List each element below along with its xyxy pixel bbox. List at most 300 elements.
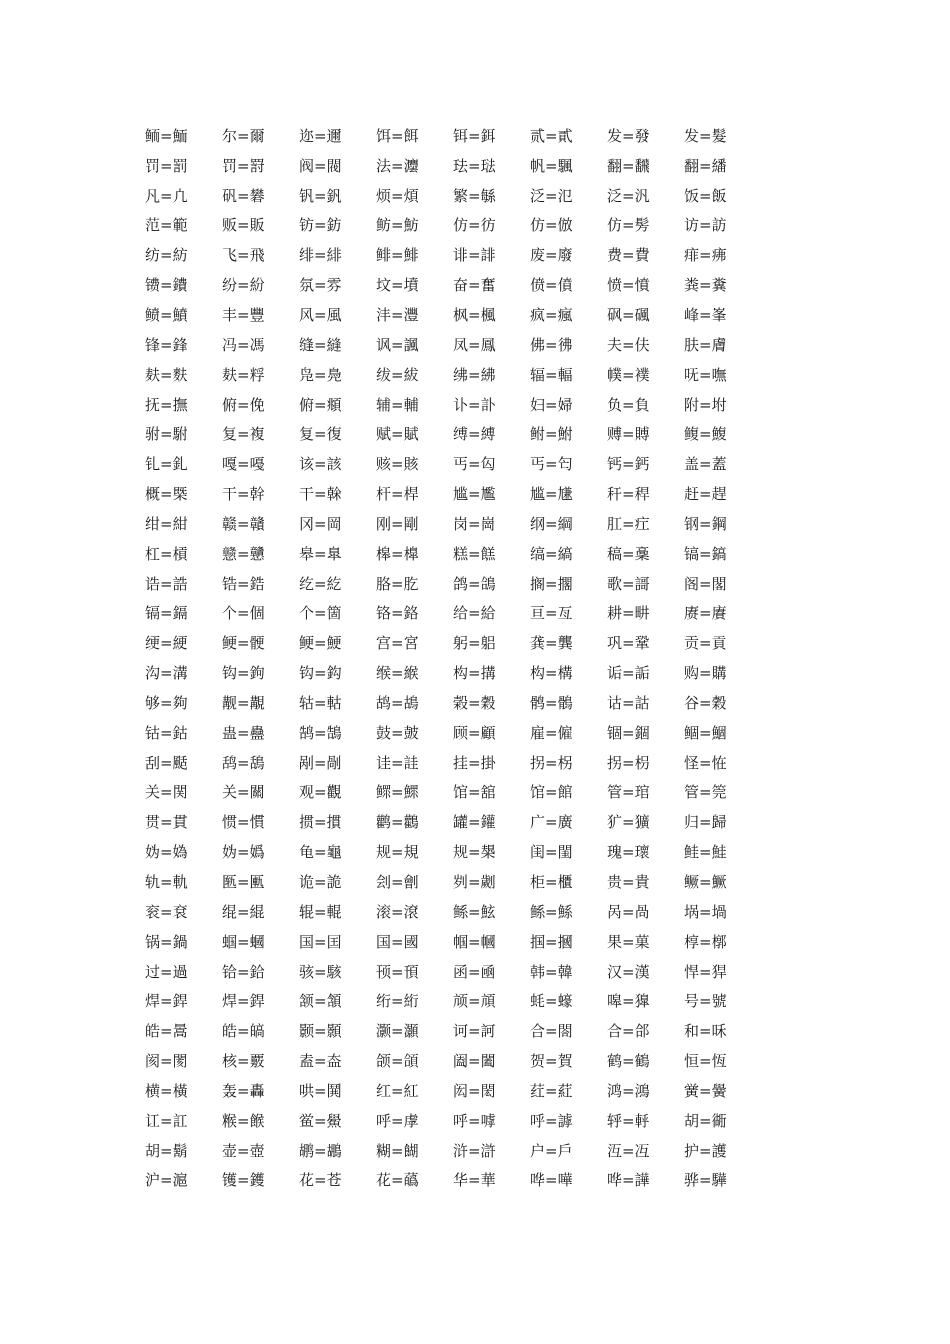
character-pair: 柜=櫃 bbox=[530, 873, 573, 892]
character-pair: 巩=鞏 bbox=[607, 634, 650, 653]
character-pair: 负=負 bbox=[607, 395, 650, 414]
character-pair: 榖=穀 bbox=[453, 693, 496, 712]
character-pair: 糕=餻 bbox=[453, 544, 496, 563]
character-pair: 夫=伕 bbox=[607, 335, 650, 354]
table-row bbox=[145, 390, 785, 420]
character-pair: 过=過 bbox=[145, 962, 188, 981]
character-pair: 龚=龔 bbox=[530, 634, 573, 653]
character-pair: 镐=鎬 bbox=[684, 544, 727, 563]
character-pair: 胡=鬍 bbox=[145, 1141, 188, 1160]
character-pair: 锢=錮 bbox=[607, 723, 650, 742]
character-pair: 绲=緄 bbox=[222, 902, 265, 921]
table-row bbox=[145, 449, 785, 479]
character-pair: 果=菓 bbox=[607, 932, 650, 951]
table-row bbox=[145, 927, 785, 957]
character-pair: 绋=紼 bbox=[453, 365, 496, 384]
character-pair: 贰=貳 bbox=[530, 126, 573, 145]
character-pair: 辊=輥 bbox=[299, 902, 342, 921]
character-pair: 麸=麩 bbox=[145, 365, 188, 384]
table-row bbox=[145, 867, 785, 897]
character-pair: 个=箇 bbox=[299, 604, 342, 623]
character-pair: 锋=鋒 bbox=[145, 335, 188, 354]
table-row bbox=[145, 778, 785, 808]
character-pair: 纲=綱 bbox=[530, 514, 573, 533]
character-pair: 饭=飯 bbox=[684, 186, 727, 205]
character-pair: 顾=顧 bbox=[453, 723, 496, 742]
character-pair: 泛=汎 bbox=[607, 186, 650, 205]
character-pair: 坟=墳 bbox=[376, 276, 419, 295]
character-pair: 妇=婦 bbox=[530, 395, 573, 414]
character-pair: 埚=堝 bbox=[684, 902, 727, 921]
character-pair: 沪=滬 bbox=[145, 1171, 188, 1190]
character-pair: 罚=罰 bbox=[145, 156, 188, 175]
character-pair: 鲠=鯁 bbox=[299, 634, 342, 653]
table-row bbox=[145, 957, 785, 987]
table-row bbox=[145, 1136, 785, 1166]
character-pair: 钩=鈎 bbox=[299, 664, 342, 683]
character-pair: 讽=諷 bbox=[376, 335, 419, 354]
character-pair: 恒=恆 bbox=[684, 1052, 727, 1071]
character-pair: 鲧=鯀 bbox=[530, 902, 573, 921]
character-table bbox=[145, 121, 785, 1195]
character-pair: 诰=誥 bbox=[145, 574, 188, 593]
character-pair: 抚=撫 bbox=[145, 395, 188, 414]
character-pair: 鳏=鰥 bbox=[376, 783, 419, 802]
character-pair: 纷=紛 bbox=[222, 276, 265, 295]
character-pair: 肛=疘 bbox=[607, 514, 650, 533]
character-pair: 函=凾 bbox=[453, 962, 496, 981]
character-pair: 规=槼 bbox=[453, 843, 496, 862]
character-pair: 痱=疿 bbox=[684, 246, 727, 265]
character-pair: 诂=詁 bbox=[607, 693, 650, 712]
character-pair: 附=坿 bbox=[684, 395, 727, 414]
character-pair: 铒=鉺 bbox=[453, 126, 496, 145]
character-pair: 够=夠 bbox=[145, 693, 188, 712]
character-pair: 鲋=鮒 bbox=[530, 425, 573, 444]
character-pair: 复=複 bbox=[222, 425, 265, 444]
character-pair: 怪=恠 bbox=[684, 753, 727, 772]
character-pair: 赙=賻 bbox=[607, 425, 650, 444]
character-pair: 匦=匭 bbox=[222, 873, 265, 892]
character-pair: 凫=鳧 bbox=[299, 365, 342, 384]
character-pair: 横=橫 bbox=[145, 1081, 188, 1100]
character-pair: 鲼=鱝 bbox=[145, 305, 188, 324]
character-pair: 缑=緱 bbox=[376, 664, 419, 683]
character-pair: 个=個 bbox=[222, 604, 265, 623]
character-pair: 嘎=嘠 bbox=[222, 455, 265, 474]
table-row bbox=[145, 658, 785, 688]
character-pair: 哗=嘩 bbox=[530, 1171, 573, 1190]
character-pair: 胡=衚 bbox=[684, 1111, 727, 1130]
character-pair: 轰=轟 bbox=[222, 1081, 265, 1100]
table-row bbox=[145, 419, 785, 449]
character-pair: 阁=閣 bbox=[684, 574, 727, 593]
character-pair: 氛=雰 bbox=[299, 276, 342, 295]
character-pair: 范=範 bbox=[145, 216, 188, 235]
character-pair: 贯=貫 bbox=[145, 813, 188, 832]
character-pair: 尴=尲 bbox=[530, 485, 573, 504]
character-pair: 辅=輔 bbox=[376, 395, 419, 414]
table-row bbox=[145, 211, 785, 241]
character-pair: 戆=戇 bbox=[222, 544, 265, 563]
character-pair: 购=購 bbox=[684, 664, 727, 683]
character-pair: 俯=頫 bbox=[299, 395, 342, 414]
character-pair: 仿=倣 bbox=[530, 216, 573, 235]
character-pair: 饵=餌 bbox=[376, 126, 419, 145]
table-row bbox=[145, 1016, 785, 1046]
character-pair: 户=戶 bbox=[530, 1141, 573, 1160]
character-pair: 拐=枴 bbox=[607, 753, 650, 772]
character-pair: 风=風 bbox=[299, 305, 342, 324]
table-row bbox=[145, 300, 785, 330]
character-pair: 镬=鑊 bbox=[222, 1171, 265, 1190]
character-pair: 秆=稈 bbox=[607, 485, 650, 504]
character-pair: 颌=頜 bbox=[376, 1052, 419, 1071]
character-pair: 鸹=鴰 bbox=[222, 753, 265, 772]
table-row bbox=[145, 1046, 785, 1076]
character-pair: 哗=譁 bbox=[607, 1171, 650, 1190]
character-pair: 粪=糞 bbox=[684, 276, 727, 295]
character-pair: 浒=滸 bbox=[453, 1141, 496, 1160]
character-pair: 归=歸 bbox=[684, 813, 727, 832]
character-pair: 构=構 bbox=[530, 664, 573, 683]
character-pair: 呒=嘸 bbox=[684, 365, 727, 384]
character-pair: 滚=滾 bbox=[376, 902, 419, 921]
character-pair: 鲎=鱟 bbox=[299, 1111, 342, 1130]
character-pair: 赋=賦 bbox=[376, 425, 419, 444]
character-pair: 顸=頇 bbox=[376, 962, 419, 981]
character-pair: 灏=灝 bbox=[376, 1022, 419, 1041]
character-pair: 关=関 bbox=[145, 783, 188, 802]
character-pair: 馆=館 bbox=[530, 783, 573, 802]
table-row bbox=[145, 240, 785, 270]
character-pair: 凡=凣 bbox=[145, 186, 188, 205]
character-pair: 诖=詿 bbox=[376, 753, 419, 772]
character-pair: 花=苍 bbox=[299, 1171, 342, 1190]
character-pair: 呼=謼 bbox=[530, 1111, 573, 1130]
character-pair: 泛=氾 bbox=[530, 186, 573, 205]
character-pair: 刮=颳 bbox=[145, 753, 188, 772]
character-pair: 辐=輻 bbox=[530, 365, 573, 384]
character-pair: 鲕=鮞 bbox=[145, 126, 188, 145]
character-pair: 谷=穀 bbox=[684, 693, 727, 712]
character-pair: 赓=賡 bbox=[684, 604, 727, 623]
character-pair: 闺=閨 bbox=[530, 843, 573, 862]
character-pair: 钙=鈣 bbox=[607, 455, 650, 474]
character-pair: 犷=獷 bbox=[607, 813, 650, 832]
character-pair: 干=榦 bbox=[299, 485, 342, 504]
character-pair: 讣=訃 bbox=[453, 395, 496, 414]
character-pair: 丰=豐 bbox=[222, 305, 265, 324]
character-pair: 国=囯 bbox=[299, 932, 342, 951]
table-row bbox=[145, 748, 785, 778]
character-pair: 椁=槨 bbox=[684, 932, 727, 951]
character-pair: 鲠=骾 bbox=[222, 634, 265, 653]
character-pair: 诃=訶 bbox=[453, 1022, 496, 1041]
character-pair: 嗥=獋 bbox=[607, 992, 650, 1011]
character-pair: 沍=冱 bbox=[607, 1141, 650, 1160]
table-row bbox=[145, 330, 785, 360]
character-pair: 鸽=鴿 bbox=[453, 574, 496, 593]
character-pair: 管=琯 bbox=[607, 783, 650, 802]
character-pair: 惯=慣 bbox=[222, 813, 265, 832]
character-pair: 焊=銲 bbox=[222, 992, 265, 1011]
character-pair: 皓=暠 bbox=[145, 1022, 188, 1041]
character-pair: 掴=摑 bbox=[530, 932, 573, 951]
character-pair: 胳=肐 bbox=[376, 574, 419, 593]
character-pair: 阖=闔 bbox=[453, 1052, 496, 1071]
character-pair: 阂=閡 bbox=[145, 1052, 188, 1071]
character-pair: 尔=爾 bbox=[222, 126, 265, 145]
character-pair: 麸=粰 bbox=[222, 365, 265, 384]
character-pair: 和=咊 bbox=[684, 1022, 727, 1041]
character-pair: 皋=臯 bbox=[299, 544, 342, 563]
table-row bbox=[145, 1106, 785, 1136]
character-pair: 蛊=蠱 bbox=[222, 723, 265, 742]
character-pair: 耕=畊 bbox=[607, 604, 650, 623]
character-pair: 诡=詭 bbox=[299, 873, 342, 892]
character-pair: 馆=舘 bbox=[453, 783, 496, 802]
character-pair: 颢=顥 bbox=[299, 1022, 342, 1041]
character-pair: 蚝=蠔 bbox=[530, 992, 573, 1011]
character-pair: 锅=鍋 bbox=[145, 932, 188, 951]
character-pair: 贩=販 bbox=[222, 216, 265, 235]
character-pair: 赣=贛 bbox=[222, 514, 265, 533]
character-pair: 缚=縛 bbox=[453, 425, 496, 444]
character-pair: 阀=閥 bbox=[299, 156, 342, 175]
character-pair: 仿=彷 bbox=[453, 216, 496, 235]
table-row bbox=[145, 270, 785, 300]
character-pair: 赅=賅 bbox=[376, 455, 419, 474]
character-pair: 核=覈 bbox=[222, 1052, 265, 1071]
table-row bbox=[145, 688, 785, 718]
character-pair: 颔=頷 bbox=[299, 992, 342, 1011]
character-pair: 盍=盇 bbox=[299, 1052, 342, 1071]
character-pair: 纥=紇 bbox=[299, 574, 342, 593]
character-pair: 鹤=鶴 bbox=[607, 1052, 650, 1071]
table-row bbox=[145, 837, 785, 867]
table-row bbox=[145, 569, 785, 599]
character-pair: 佛=彿 bbox=[530, 335, 573, 354]
character-pair: 镉=鎘 bbox=[145, 604, 188, 623]
character-pair: 皓=皜 bbox=[222, 1022, 265, 1041]
table-row bbox=[145, 1076, 785, 1106]
character-pair: 轨=軌 bbox=[145, 873, 188, 892]
character-pair: 刚=剛 bbox=[376, 514, 419, 533]
character-pair: 仿=髣 bbox=[607, 216, 650, 235]
character-pair: 雇=僱 bbox=[530, 723, 573, 742]
character-pair: 轷=軤 bbox=[607, 1111, 650, 1130]
character-pair: 呼=虖 bbox=[376, 1111, 419, 1130]
character-pair: 骅=驊 bbox=[684, 1171, 727, 1190]
character-pair: 觏=覯 bbox=[222, 693, 265, 712]
character-pair: 拐=柺 bbox=[530, 753, 573, 772]
character-pair: 呙=咼 bbox=[607, 902, 650, 921]
character-pair: 沟=溝 bbox=[145, 664, 188, 683]
character-pair: 黉=黌 bbox=[684, 1081, 727, 1100]
character-pair: 丐=匃 bbox=[453, 455, 496, 474]
table-row bbox=[145, 1166, 785, 1196]
character-pair: 鹘=鶻 bbox=[530, 693, 573, 712]
character-pair: 瑰=瓌 bbox=[607, 843, 650, 862]
character-pair: 给=給 bbox=[453, 604, 496, 623]
character-pair: 翻=繙 bbox=[684, 156, 727, 175]
character-pair: 龟=龜 bbox=[299, 843, 342, 862]
character-pair: 刽=劊 bbox=[376, 873, 419, 892]
character-pair: 护=護 bbox=[684, 1141, 727, 1160]
character-pair: 规=規 bbox=[376, 843, 419, 862]
table-row bbox=[145, 539, 785, 569]
character-pair: 荭=葒 bbox=[530, 1081, 573, 1100]
character-pair: 该=該 bbox=[299, 455, 342, 474]
table-row bbox=[145, 121, 785, 151]
character-pair: 幞=襆 bbox=[607, 365, 650, 384]
character-pair: 糇=餱 bbox=[222, 1111, 265, 1130]
character-pair: 骇=駭 bbox=[299, 962, 342, 981]
character-pair: 矾=礬 bbox=[222, 186, 265, 205]
character-pair: 费=費 bbox=[607, 246, 650, 265]
character-pair: 烦=煩 bbox=[376, 186, 419, 205]
character-pair: 掼=摜 bbox=[299, 813, 342, 832]
character-pair: 广=廣 bbox=[530, 813, 573, 832]
character-pair: 鲧=鮌 bbox=[453, 902, 496, 921]
character-pair: 帼=幗 bbox=[453, 932, 496, 951]
table-row bbox=[145, 360, 785, 390]
character-pair: 华=華 bbox=[453, 1171, 496, 1190]
character-pair: 搁=擱 bbox=[530, 574, 573, 593]
character-pair: 俯=俛 bbox=[222, 395, 265, 414]
character-pair: 稿=稾 bbox=[607, 544, 650, 563]
character-pair: 翻=飜 bbox=[607, 156, 650, 175]
character-pair: 鲑=鮭 bbox=[684, 843, 727, 862]
character-pair: 鹄=鵠 bbox=[299, 723, 342, 742]
character-pair: 珐=琺 bbox=[453, 156, 496, 175]
character-pair: 观=觀 bbox=[299, 783, 342, 802]
character-pair: 号=號 bbox=[684, 992, 727, 1011]
character-pair: 盖=蓋 bbox=[684, 455, 727, 474]
character-pair: 呼=嘑 bbox=[453, 1111, 496, 1130]
character-pair: 鳜=鱖 bbox=[684, 873, 727, 892]
character-pair: 沣=灃 bbox=[376, 305, 419, 324]
character-pair: 合=郃 bbox=[607, 1022, 650, 1041]
character-pair: 缟=縞 bbox=[530, 544, 573, 563]
character-pair: 鲱=鯡 bbox=[376, 246, 419, 265]
character-pair: 鹕=鶘 bbox=[299, 1141, 342, 1160]
character-pair: 钴=鈷 bbox=[145, 723, 188, 742]
character-pair: 赶=趕 bbox=[684, 485, 727, 504]
character-pair: 焊=銲 bbox=[145, 992, 188, 1011]
character-pair: 闳=閎 bbox=[453, 1081, 496, 1100]
character-pair: 剐=剮 bbox=[299, 753, 342, 772]
character-pair: 钒=釩 bbox=[299, 186, 342, 205]
character-pair: 废=廢 bbox=[530, 246, 573, 265]
character-pair: 峰=峯 bbox=[684, 305, 727, 324]
character-pair: 绯=緋 bbox=[299, 246, 342, 265]
character-pair: 讧=訌 bbox=[145, 1111, 188, 1130]
character-pair: 钫=鈁 bbox=[299, 216, 342, 235]
character-pair: 帆=颿 bbox=[530, 156, 573, 175]
character-pair: 繁=緐 bbox=[453, 186, 496, 205]
character-pair: 尴=尷 bbox=[453, 485, 496, 504]
character-pair: 钆=釓 bbox=[145, 455, 188, 474]
character-pair: 妫=嬀 bbox=[222, 843, 265, 862]
character-pair: 访=訪 bbox=[684, 216, 727, 235]
table-row bbox=[145, 181, 785, 211]
character-pair: 诽=誹 bbox=[453, 246, 496, 265]
character-pair: 贺=賀 bbox=[530, 1052, 573, 1071]
character-pair: 迩=邇 bbox=[299, 126, 342, 145]
character-pair: 蝈=蟈 bbox=[222, 932, 265, 951]
character-pair: 罐=鑵 bbox=[453, 813, 496, 832]
character-pair: 合=閤 bbox=[530, 1022, 573, 1041]
character-pair: 杠=槓 bbox=[145, 544, 188, 563]
character-pair: 关=關 bbox=[222, 783, 265, 802]
character-pair: 镄=鐨 bbox=[145, 276, 188, 295]
character-pair: 国=國 bbox=[376, 932, 419, 951]
character-pair: 构=搆 bbox=[453, 664, 496, 683]
character-pair: 刿=劌 bbox=[453, 873, 496, 892]
character-pair: 冈=岡 bbox=[299, 514, 342, 533]
table-row bbox=[145, 718, 785, 748]
character-pair: 糊=餬 bbox=[376, 1141, 419, 1160]
table-row bbox=[145, 599, 785, 629]
character-pair: 颃=頏 bbox=[453, 992, 496, 1011]
character-pair: 鲴=鯝 bbox=[684, 723, 727, 742]
character-pair: 宫=宮 bbox=[376, 634, 419, 653]
character-pair: 挂=掛 bbox=[453, 753, 496, 772]
character-pair: 鹳=鸛 bbox=[376, 813, 419, 832]
character-pair: 花=蘤 bbox=[376, 1171, 419, 1190]
character-pair: 岗=崗 bbox=[453, 514, 496, 533]
character-pair: 冯=馮 bbox=[222, 335, 265, 354]
character-pair: 缝=縫 bbox=[299, 335, 342, 354]
character-pair: 哄=鬨 bbox=[299, 1081, 342, 1100]
character-pair: 钢=鋼 bbox=[684, 514, 727, 533]
character-pair: 管=筦 bbox=[684, 783, 727, 802]
character-pair: 轱=軲 bbox=[299, 693, 342, 712]
table-row bbox=[145, 807, 785, 837]
table-row bbox=[145, 479, 785, 509]
character-pair: 鸪=鴣 bbox=[376, 693, 419, 712]
table-row bbox=[145, 628, 785, 658]
table-row bbox=[145, 897, 785, 927]
character-pair: 干=幹 bbox=[222, 485, 265, 504]
character-pair: 鲂=魴 bbox=[376, 216, 419, 235]
character-pair: 鳆=鰒 bbox=[684, 425, 727, 444]
character-pair: 驸=駙 bbox=[145, 425, 188, 444]
character-pair: 凤=鳳 bbox=[453, 335, 496, 354]
character-pair: 奋=奮 bbox=[453, 276, 496, 295]
character-pair: 汉=漢 bbox=[607, 962, 650, 981]
table-row bbox=[145, 509, 785, 539]
character-pair: 偾=僨 bbox=[530, 276, 573, 295]
character-pair: 法=灋 bbox=[376, 156, 419, 175]
character-pair: 发=髮 bbox=[684, 126, 727, 145]
character-pair: 妫=媯 bbox=[145, 843, 188, 862]
character-pair: 鼓=皷 bbox=[376, 723, 419, 742]
character-pair: 飞=飛 bbox=[222, 246, 265, 265]
character-pair: 壶=壺 bbox=[222, 1141, 265, 1160]
character-pair: 韩=韓 bbox=[530, 962, 573, 981]
character-pair: 绗=絎 bbox=[376, 992, 419, 1011]
character-pair: 绂=紱 bbox=[376, 365, 419, 384]
character-pair: 概=槩 bbox=[145, 485, 188, 504]
character-pair: 绠=綆 bbox=[145, 634, 188, 653]
character-pair: 疯=瘋 bbox=[530, 305, 573, 324]
character-pair: 铪=鉿 bbox=[222, 962, 265, 981]
character-pair: 砜=碸 bbox=[607, 305, 650, 324]
character-pair: 贵=貴 bbox=[607, 873, 650, 892]
